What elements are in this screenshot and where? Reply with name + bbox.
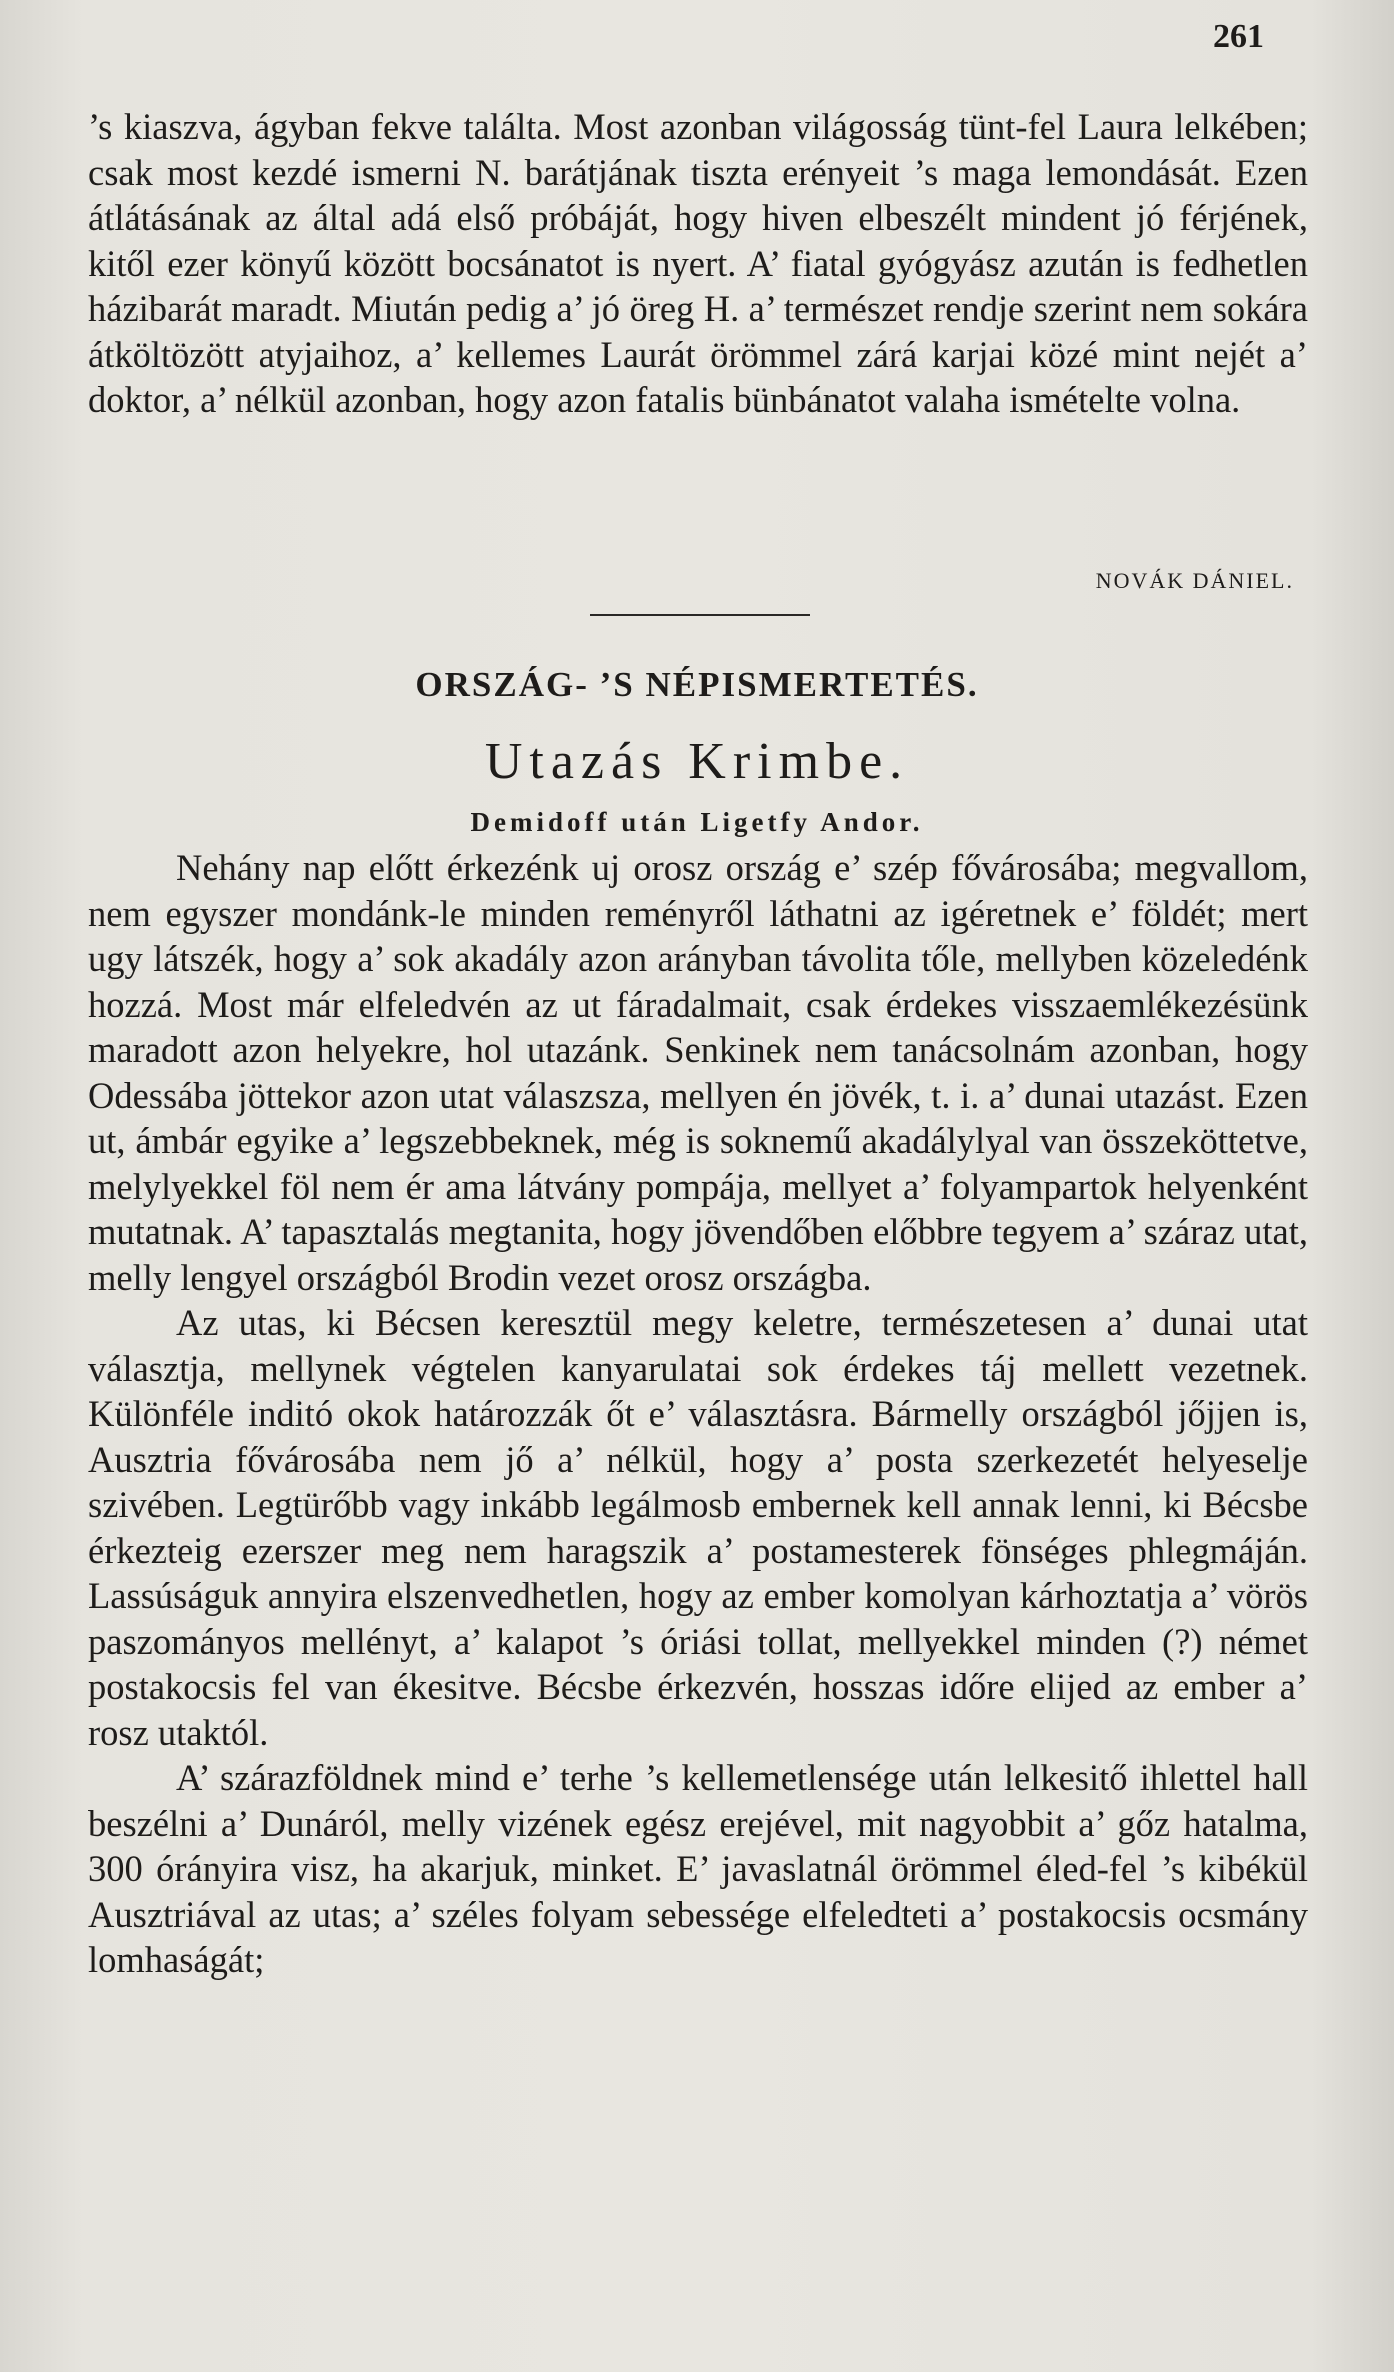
article-title: Utazás Krimbe. bbox=[484, 733, 910, 790]
page-number: 261 bbox=[1213, 18, 1264, 55]
section-heading: ORSZÁG- ’S NÉPISMERTETÉS. bbox=[415, 665, 979, 704]
opening-paragraph: ’s kiaszva, ágyban fekve találta. Most azonban világosság tünt-fel Laura lelkében; csak most kezdé ismerni N. barátjának tiszta erényeit ’s maga lemondását. Ezen átlátásának az által adá első próbáját, hogy hiven elbeszélt mindent jó férjének, kitől ezer könyű között bocsánatot is nyert. A’ fiatal gyógyász azután is fedhetlen házibarát maradt. Miután pedig a’ jó öreg H. a’ természet rendje szerint nem sokára átköltözött atyjaihoz, a’ kellemes Laurát örömmel zárá karjai közé mint nejét a’ doktor, a’ nélkül azonban, hogy azon fatalis bünbánatot valaha ismételte volna. bbox=[88, 106, 1308, 420]
section-divider bbox=[590, 614, 810, 616]
author-signature: NOVÁK DÁNIEL. bbox=[1095, 568, 1294, 593]
article-body bbox=[88, 845, 1308, 1983]
article-byline: Demidoff után Ligetfy Andor. bbox=[470, 807, 924, 837]
body-paragraph: A’ szárazföldnek mind e’ terhe ’s kellemetlensége után lelkesitő ihlettel hall beszélni a’ Dunáról, melly vizének egész erejével, mit nagyobbit a’ gőz hatalma, 300 órányira visz, ha akarjuk, minket. E’ javaslatnál örömmel éled-fel ’s kibékül Ausztriával az utas; a’ széles folyam sebessége elfeledteti a’ postakocsis ocsmány lomhaságát; bbox=[88, 1757, 1308, 1980]
body-paragraph: Nehány nap előtt érkezénk uj orosz ország e’ szép fővárosába; megvallom, nem egyszer mondánk-le minden reményről láthatni az igéretnek e’ földét; mert ugy látszék, hogy a’ sok akadály azon arányban távolita tőle, mellyben közeledénk hozzá. Most már elfeledvén az ut fáradalmait, csak érdekes visszaemlékezésünk maradott azon helyekre, hol utazánk. Senkinek nem tanácsolnám azonban, hogy Odessába jöttekor azon utat válaszsza, mellyen én jövék, t. i. a’ dunai utazást. Ezen ut, ámbár egyike a’ legszebbeknek, még is soknemű akadálylyal van összeköttetve, melylyekkel föl nem ér ama látvány pompája, mellyet a’ folyampartok helyenként mutatnak. A’ tapasztalás megtanita, hogy jövendőben előbbre tegyem a’ száraz utat, melly lengyel országból Brodin vezet orosz országba. bbox=[88, 847, 1308, 1298]
opening-paragraph-block bbox=[88, 104, 1308, 423]
body-paragraph: Az utas, ki Bécsen keresztül megy keletre, természetesen a’ dunai utat választja, mellynek végtelen kanyarulatai sok érdekes táj mellett vezetnek. Különféle inditó okok határozzák őt e’ választásra. Bármelly országból jőjjen is, Ausztria fővárosába nem jő a’ nélkül, hogy a’ posta szerkezetét helyeselje szivében. Legtürőbb vagy inkább legálmosb embernek kell annak lenni, ki Bécsbe érkezteig ezerszer meg nem haragszik a’ postamesterek fönséges phlegmáján. Lassúságuk annyira elszenvedhetlen, hogy az ember komolyan kárhoztatja a’ vörös paszományos mellényt, a’ kalapot ’s óriási tollat, mellyekkel minden (?) német postakocsis fel van ékesitve. Bécsbe érkezvén, hosszas időre elijed az ember a’ rosz utaktól. bbox=[88, 1302, 1308, 1753]
